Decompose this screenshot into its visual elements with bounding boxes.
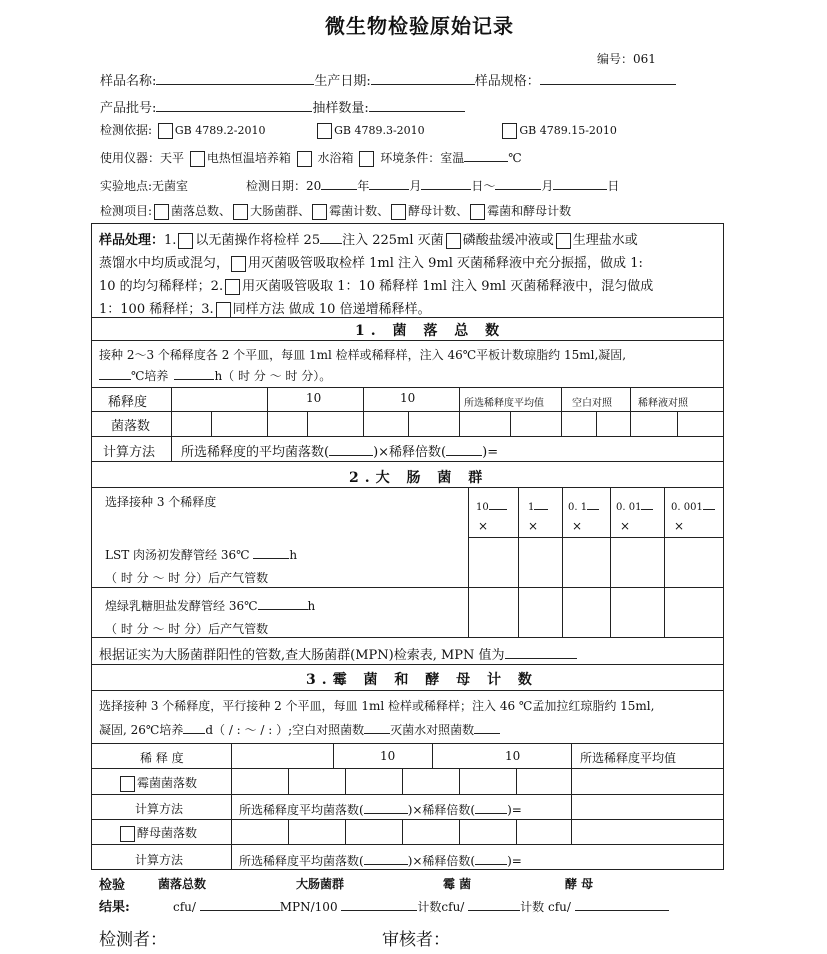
proc-checkbox-4[interactable] — [231, 256, 246, 272]
water-bath-label: 水浴箱 — [317, 151, 354, 165]
basis-checkbox-2[interactable] — [317, 123, 332, 139]
item-checkbox-3[interactable] — [312, 204, 327, 220]
section1-desc-2b: h（ 时 分 ～ 时 分）。 — [214, 369, 332, 383]
s2-col-5-field[interactable] — [703, 496, 715, 510]
env-label: 环境条件：室温 — [380, 151, 465, 165]
day-field[interactable] — [421, 176, 471, 190]
s2-mpn-field[interactable] — [505, 645, 577, 659]
water-bath-checkbox-2[interactable] — [359, 151, 374, 167]
item-3: 霉菌计数、 — [329, 204, 390, 218]
sample-name-row — [100, 70, 676, 89]
month-field[interactable] — [369, 176, 409, 190]
processing-label: 样品处理： — [99, 233, 165, 248]
s2-lst-h: h — [289, 548, 298, 562]
s1-calc-label: 计算方法 — [103, 445, 156, 460]
s1-calc-c: )= — [482, 445, 499, 460]
items-label: 检测项目: — [100, 204, 153, 218]
section1-desc-1: 接种 2～3 个稀释度各 2 个平皿，每皿 1ml 检样或稀释样，注入 46℃平板计数琼脂约 15ml,凝固, — [99, 348, 627, 362]
s3-days-field[interactable] — [183, 720, 205, 734]
s2-bg-time: （ 时 分 ～ 时 分）后产气管数 — [105, 622, 269, 636]
footer-mold-cfu: 计数cfu/ — [417, 900, 465, 914]
s2-col-5-text: 0. 001 — [671, 502, 703, 513]
incubator-label: 电热恒温培养箱 — [206, 151, 291, 165]
month2-field[interactable] — [495, 176, 541, 190]
section3-title: 3.霉 菌 和 酵 母 计 数 — [306, 672, 538, 688]
s3-mold-row — [118, 774, 197, 792]
s3-water-field[interactable] — [474, 720, 500, 734]
month-label: 月 — [409, 179, 422, 193]
s1-blank-label: 空白对照 — [572, 398, 612, 409]
s3-yeast-factor-field[interactable] — [475, 851, 507, 865]
basis-checkbox-3[interactable] — [502, 123, 517, 139]
footer-yeast-cfu: 计数 cfu/ — [520, 900, 571, 914]
s3-avg-label: 所选稀释度平均值 — [580, 751, 677, 765]
temp-field[interactable] — [464, 148, 508, 162]
s3-yeast-calc — [239, 851, 522, 869]
batch-field[interactable] — [156, 98, 312, 112]
s1-temp-field[interactable] — [99, 366, 131, 380]
proc-text-1: 以无菌操作将检样 25 — [195, 233, 321, 248]
s2-col-5 — [671, 496, 715, 513]
s3-mold-calc-b: )×稀释倍数( — [407, 803, 476, 817]
proc-checkbox-2[interactable] — [446, 233, 461, 249]
s2-bg-hours-field[interactable] — [258, 596, 308, 610]
s2-col-2-text: 1 — [528, 502, 535, 513]
s1-count-label: 菌落数 — [111, 419, 151, 434]
s1-diluent-label: 稀释液对照 — [638, 398, 688, 409]
s2-col-4-field[interactable] — [641, 496, 653, 510]
s2-x-4: × — [620, 519, 631, 533]
s2-lst-hours-field[interactable] — [253, 545, 289, 559]
test-date-label: 检测日期：20 — [246, 179, 322, 193]
s2-select-label: 选择接种 3 个稀释度 — [105, 495, 217, 509]
footer-result: 结果: — [99, 900, 130, 915]
s2-col-1 — [476, 496, 507, 513]
s2-lst-time: （ 时 分 ～ 时 分）后产气管数 — [105, 571, 269, 585]
sample-qty-label: 抽样数量: — [312, 101, 369, 116]
s3-blank-field[interactable] — [364, 720, 390, 734]
date-row — [100, 176, 619, 194]
footer-cfu: cfu/ — [173, 900, 196, 914]
yeast-checkbox[interactable] — [120, 826, 135, 842]
section1-desc — [99, 345, 626, 387]
batch-row — [100, 97, 465, 116]
s2-bg — [105, 596, 315, 614]
proc-text-4: 生理盐水或 — [572, 233, 638, 248]
basis-checkbox-1[interactable] — [158, 123, 173, 139]
s3-mold-calc-label: 计算方法 — [135, 802, 184, 816]
proc-text-7: 10 的均匀稀释样；2. — [99, 279, 224, 294]
coliform-result-field[interactable] — [341, 897, 417, 911]
s3-mold-calc — [239, 800, 522, 818]
item-checkbox-1[interactable] — [154, 204, 169, 220]
s3-yeast-calc-a: 所选稀释度平均菌落数( — [239, 854, 364, 868]
s1-calc-b: )×稀释倍数( — [373, 445, 447, 460]
page-title: 微生物检验原始记录 — [325, 14, 514, 38]
footer-mpn: MPN/100 — [279, 900, 338, 914]
s2-x-3: × — [572, 519, 583, 533]
s2-x-2: × — [528, 519, 539, 533]
yeast-result-field[interactable] — [575, 897, 669, 911]
s2-x-5: × — [674, 519, 685, 533]
s3-mold-calc-c: )= — [507, 803, 522, 817]
sample-qty-field[interactable] — [369, 98, 465, 112]
section3-desc-2a: 凝固, 26℃培养 — [99, 723, 184, 737]
serial-number: 编号：061 — [597, 52, 656, 66]
s3-yeast-label: 酵母菌落数 — [137, 826, 198, 840]
year-field[interactable] — [321, 176, 357, 190]
footer-mold: 霉 菌 — [443, 877, 472, 891]
section3-desc-2c: 灭菌水对照菌数 — [390, 723, 475, 737]
s2-x-1: × — [478, 519, 489, 533]
items-row — [100, 202, 571, 220]
basis-2: GB 4789.3-2010 — [334, 124, 425, 137]
section1-title: 1. 菌 落 总 数 — [355, 323, 506, 339]
s2-mpn — [99, 644, 577, 663]
proc-checkbox-3[interactable] — [556, 233, 571, 249]
basis-row — [100, 121, 617, 139]
basis-3: GB 4789.15-2010 — [519, 124, 617, 137]
prod-date-label: 生产日期: — [314, 74, 371, 89]
s3-yeast-avg-field[interactable] — [364, 851, 408, 865]
section3-desc-2b: d（ / : ～ / : ）;空白对照菌数 — [205, 723, 365, 737]
s3-yeast-calc-b: )×稀释倍数( — [407, 854, 476, 868]
s1-avg-field[interactable] — [329, 442, 373, 456]
basis-1: GB 4789.2-2010 — [174, 124, 266, 137]
s2-col-2-field[interactable] — [534, 496, 548, 510]
sample-name-field[interactable] — [156, 71, 314, 85]
s1-factor-field[interactable] — [446, 442, 482, 456]
section2-title: 2.大 肠 菌 群 — [349, 470, 489, 486]
proc-text-3: 磷酸盐缓冲液或 — [462, 233, 554, 248]
s2-col-4-text: 0. 01 — [616, 502, 642, 513]
mold-checkbox[interactable] — [120, 776, 135, 792]
s3-dilution-2: 10 — [505, 749, 521, 763]
instrument-label: 使用仪器：天平 — [100, 151, 185, 165]
tester-label: 检测者： — [99, 930, 167, 950]
s2-lst-text: LST 肉汤初发酵管经 36℃ — [105, 548, 250, 562]
s1-dilution-1: 10 — [306, 391, 322, 405]
s3-mold-factor-field[interactable] — [475, 800, 507, 814]
s2-col-3-text: 0. 1 — [568, 502, 588, 513]
water-bath-checkbox[interactable] — [297, 151, 312, 167]
mold-result-field[interactable] — [468, 897, 520, 911]
s3-mold-avg-field[interactable] — [364, 800, 408, 814]
proc-checkbox-1[interactable] — [178, 233, 193, 249]
item-1: 菌落总数、 — [171, 204, 232, 218]
s3-yeast-calc-c: )= — [507, 854, 522, 868]
item-checkbox-5[interactable] — [470, 204, 485, 220]
s1-dilution-label: 稀释度 — [108, 395, 148, 410]
proc-text-5: 蒸馏水中均质或混匀， — [99, 256, 230, 271]
s2-lst — [105, 545, 297, 563]
month2-label: 月 — [541, 179, 554, 193]
item-5: 霉菌和酵母计数 — [487, 204, 572, 218]
item-checkbox-2[interactable] — [233, 204, 248, 220]
s2-col-2 — [528, 496, 548, 513]
item-checkbox-4[interactable] — [391, 204, 406, 220]
proc-step1: 1. — [164, 233, 177, 248]
sample-name-label: 样品名称: — [100, 74, 157, 89]
batch-label: 产品批号: — [100, 101, 157, 116]
s2-mpn-text: 根据证实为大肠菌群阳性的管数,查大肠菌群(MPN)检索表, MPN 值为 — [99, 648, 505, 663]
footer-result-line — [173, 897, 669, 915]
item-2: 大肠菌群、 — [250, 204, 311, 218]
s3-yeast-calc-label: 计算方法 — [135, 853, 184, 867]
proc-text-6: 用灭菌吸管吸取检样 1ml 注入 9ml 灭菌稀释液中充分振摇，做成 1: — [248, 256, 643, 271]
footer-check: 检验 — [99, 878, 126, 893]
s2-col-4 — [616, 496, 653, 513]
s3-mold-calc-a: 所选稀释度平均菌落数( — [239, 803, 364, 817]
sample-spec-label: 样品规格： — [474, 74, 540, 89]
s2-bg-text: 煌绿乳糖胆盐发酵管经 36℃ — [105, 599, 258, 613]
instrument-row — [100, 148, 522, 167]
env-unit: ℃ — [508, 151, 522, 165]
sample-spec-field[interactable] — [540, 71, 676, 85]
proc-text-2: 注入 225ml 灭菌 — [342, 233, 444, 248]
s2-col-1-text: 10 — [476, 502, 489, 513]
processing-block — [99, 229, 653, 321]
s1-calc-a: 所选稀释度的平均菌落数( — [181, 445, 330, 460]
footer-coliform: 大肠菌群 — [296, 877, 345, 891]
basis-label: 检测依据: — [100, 123, 153, 137]
s2-col-3-field[interactable] — [587, 496, 599, 510]
proc-unit-field[interactable] — [320, 230, 342, 244]
incubator-checkbox[interactable] — [190, 151, 205, 167]
s1-avg-label: 所选稀释度平均值 — [464, 398, 544, 409]
proc-text-9: 1：100 稀释样；3. — [99, 302, 214, 317]
location: 实验地点:无菌室 — [100, 179, 189, 193]
s1-hours-field[interactable] — [174, 366, 214, 380]
day-to-label: 日～ — [471, 179, 496, 193]
proc-checkbox-5[interactable] — [225, 279, 240, 295]
s2-col-3 — [568, 496, 599, 513]
section3-desc-1: 选择接种 3 个稀释度，平行接种 2 个平皿，每皿 1ml 检样或稀释样；注入 46 ℃孟加拉红琼脂约 15ml, — [99, 699, 655, 713]
proc-checkbox-6[interactable] — [216, 302, 231, 318]
reviewer-label: 审核者： — [382, 930, 450, 950]
section3-desc — [99, 694, 654, 742]
s3-yeast-row — [118, 824, 197, 842]
item-4: 酵母计数、 — [408, 204, 469, 218]
day2-field[interactable] — [553, 176, 607, 190]
day-label: 日 — [607, 179, 620, 193]
proc-text-8: 用灭菌吸管吸取 1：10 稀释样 1ml 注入 9ml 灭菌稀释液中，混匀做成 — [242, 279, 654, 294]
prod-date-field[interactable] — [371, 71, 475, 85]
proc-text-10: 同样方法 做成 10 倍递增稀释样。 — [232, 302, 431, 317]
footer-yeast: 酵 母 — [565, 877, 594, 891]
s1-dilution-2: 10 — [400, 391, 416, 405]
footer-total: 菌落总数 — [158, 877, 207, 891]
year-label: 年 — [357, 179, 370, 193]
total-result-field[interactable] — [200, 897, 280, 911]
s3-dilution-1: 10 — [380, 749, 396, 763]
s2-col-1-field[interactable] — [489, 496, 507, 510]
s3-dilution-label: 稀 释 度 — [140, 751, 184, 765]
section1-desc-2a: ℃培养 — [131, 369, 169, 383]
s1-calc-text — [181, 441, 498, 460]
s3-mold-label: 霉菌菌落数 — [137, 776, 198, 790]
s2-bg-h: h — [307, 599, 316, 613]
